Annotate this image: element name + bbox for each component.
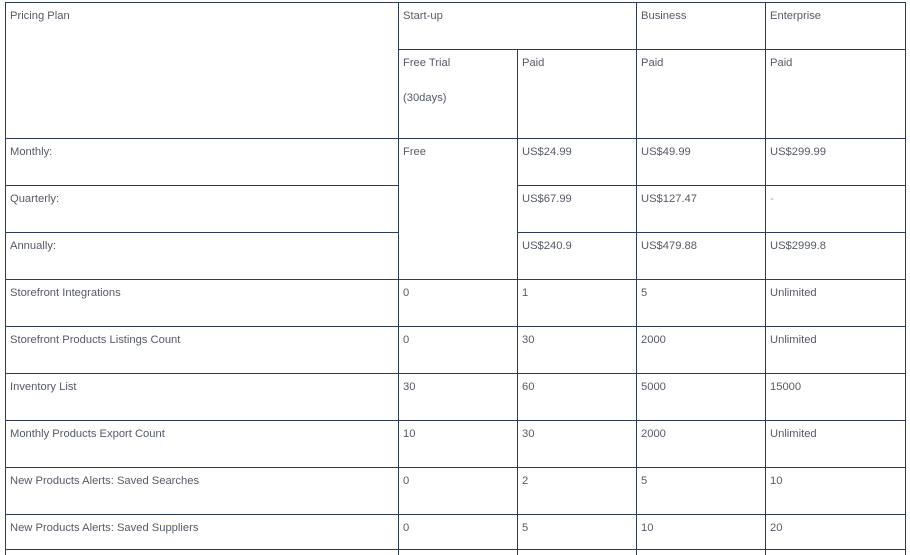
free-value: 0 bbox=[399, 515, 518, 555]
enterprise-price: - bbox=[766, 186, 906, 233]
business-price: US$49.99 bbox=[637, 139, 766, 186]
free-trial-price: Free bbox=[399, 139, 518, 280]
enterprise-plan-header: Enterprise bbox=[766, 3, 906, 50]
pricing-plan-header: Pricing Plan bbox=[6, 3, 399, 139]
row-label: New Products Alerts: Saved Suppliers bbox=[6, 515, 399, 555]
startup-paid-price: US$67.99 bbox=[518, 186, 637, 233]
startup-plan-header: Start-up bbox=[399, 3, 637, 50]
free-value: 0 bbox=[399, 468, 518, 515]
enterprise-price: US$299.99 bbox=[766, 139, 906, 186]
startup-paid-header: Paid bbox=[518, 50, 637, 139]
table-row-inventory-list bbox=[6, 374, 906, 421]
table-row-saved-searches bbox=[6, 468, 906, 515]
enterprise-price: US$2999.8 bbox=[766, 233, 906, 280]
row-label: Inventory List bbox=[6, 374, 399, 421]
free-value: 30 bbox=[399, 374, 518, 421]
business-paid-header: Paid bbox=[637, 50, 766, 139]
free-value: 0 bbox=[399, 280, 518, 327]
startup-paid-value: 5 bbox=[518, 515, 637, 555]
enterprise-value: 20 bbox=[766, 515, 906, 555]
row-label: Annually: bbox=[6, 233, 399, 280]
enterprise-value: 10 bbox=[766, 468, 906, 515]
table-row-monthly bbox=[6, 139, 906, 186]
startup-paid-value: 2 bbox=[518, 468, 637, 515]
row-label: Storefront Products Listings Count bbox=[6, 327, 399, 374]
startup-paid-value: 60 bbox=[518, 374, 637, 421]
business-value: 5000 bbox=[637, 374, 766, 421]
row-label: Storefront Integrations bbox=[6, 280, 399, 327]
business-price: US$479.88 bbox=[637, 233, 766, 280]
startup-paid-value: 30 bbox=[518, 421, 637, 468]
table-row-listings-count bbox=[6, 327, 906, 374]
table-row-export-count bbox=[6, 421, 906, 468]
business-value: 5 bbox=[637, 280, 766, 327]
free-trial-header bbox=[399, 50, 518, 139]
enterprise-paid-header: Paid bbox=[766, 50, 906, 139]
startup-paid-value: 1 bbox=[518, 280, 637, 327]
row-label: Monthly Products Export Count bbox=[6, 421, 399, 468]
free-trial-days: (30days) bbox=[403, 92, 447, 104]
business-value: 5 bbox=[637, 468, 766, 515]
enterprise-value: Unlimited bbox=[766, 280, 906, 327]
enterprise-value: 15000 bbox=[766, 374, 906, 421]
business-value: 2000 bbox=[637, 327, 766, 374]
business-plan-header: Business bbox=[637, 3, 766, 50]
pricing-table bbox=[5, 2, 906, 555]
business-value: 2000 bbox=[637, 421, 766, 468]
startup-paid-value: 30 bbox=[518, 327, 637, 374]
business-value: 10 bbox=[637, 515, 766, 555]
row-label: Monthly: bbox=[6, 139, 399, 186]
table-bottom-divider bbox=[5, 549, 905, 550]
enterprise-value: Unlimited bbox=[766, 421, 906, 468]
startup-paid-price: US$24.99 bbox=[518, 139, 637, 186]
row-label: New Products Alerts: Saved Searches bbox=[6, 468, 399, 515]
business-price: US$127.47 bbox=[637, 186, 766, 233]
row-label: Quarterly: bbox=[6, 186, 399, 233]
enterprise-value: Unlimited bbox=[766, 327, 906, 374]
free-value: 0 bbox=[399, 327, 518, 374]
header-row-plans bbox=[6, 3, 906, 50]
startup-paid-price: US$240.9 bbox=[518, 233, 637, 280]
table-row-storefront-integrations bbox=[6, 280, 906, 327]
free-trial-label: Free Trial bbox=[403, 57, 451, 69]
free-value: 10 bbox=[399, 421, 518, 468]
